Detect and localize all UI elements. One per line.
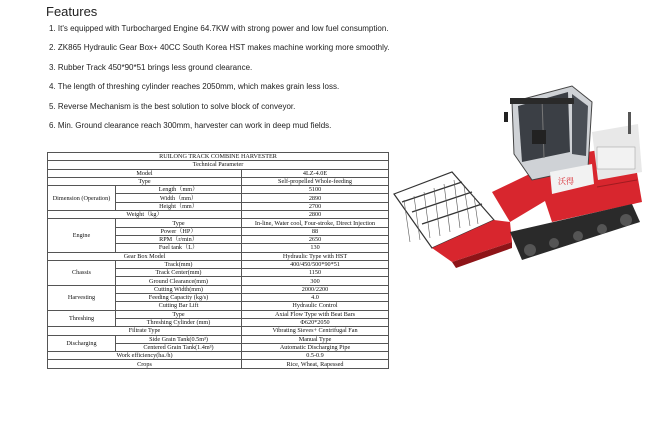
row-value: 2700: [242, 202, 389, 210]
table-row: [48, 252, 389, 260]
row-value: 2890: [242, 194, 389, 202]
row-value: 2000/2200: [242, 285, 389, 293]
row-value: Rice, Wheat, Rapessed: [242, 360, 389, 368]
feature-item: 5. Reverse Mechanism is the best solution to solve block of conveyor.: [49, 101, 296, 111]
table-subtitle: Technical Parameter: [48, 161, 389, 169]
row-label: Crops: [48, 360, 242, 368]
table-row: [48, 352, 389, 360]
spec-table: [47, 152, 389, 369]
row-label: Model: [48, 169, 242, 177]
row-value: Automatic Discharging Pipe: [242, 343, 389, 351]
table-row: [48, 260, 389, 268]
row-label: Length（mm）: [116, 186, 242, 194]
row-label: Feeding Capacity (kg/s): [116, 294, 242, 302]
row-label: Cutting Width(mm): [116, 285, 242, 293]
feature-item: 3. Rubber Track 450*90*51 brings less ground clearance.: [49, 62, 253, 72]
row-label: Fuel tank（L）: [116, 244, 242, 252]
row-label: Track Center(mm): [116, 269, 242, 277]
brand-text: 沃得: [558, 177, 574, 186]
row-label: RPM（r/min）: [116, 235, 242, 243]
row-value: 88: [242, 227, 389, 235]
row-value: 400/450/500*90*51: [242, 260, 389, 268]
features-title: Features: [46, 4, 98, 19]
group-threshing: Threshing: [48, 310, 116, 327]
row-value: Self-propelled Whole-feeding: [242, 177, 389, 185]
row-label: Centered Grain Tank(1.4m³): [116, 343, 242, 351]
row-label: Type: [116, 219, 242, 227]
row-label: Weight（kg）: [48, 211, 242, 219]
row-label: Type: [116, 310, 242, 318]
row-value: 5100: [242, 186, 389, 194]
feature-item: 4. The length of threshing cylinder reaches 2050mm, which makes grain less loss.: [49, 82, 340, 92]
table-row: [48, 285, 389, 293]
row-value: 2650: [242, 235, 389, 243]
row-value: Manual Type: [242, 335, 389, 343]
table-row: [48, 335, 389, 343]
table-row: [48, 169, 389, 177]
row-label: Threshing Cylinder (mm): [116, 318, 242, 326]
group-harvesting: Harvesting: [48, 285, 116, 310]
row-label: Power（HP）: [116, 227, 242, 235]
row-value: 4.0: [242, 294, 389, 302]
feature-item: 6. Min. Ground clearance reach 300mm, harvester can work in deep mud fields.: [49, 120, 332, 130]
row-value: Φ620*2050: [242, 318, 389, 326]
row-label: Track(mm): [116, 260, 242, 268]
row-value: 130: [242, 244, 389, 252]
table-row: [48, 360, 389, 368]
table-row: [48, 211, 389, 219]
table-row: [48, 327, 389, 335]
row-value: 1150: [242, 269, 389, 277]
row-label: Ground Clearance(mm): [116, 277, 242, 285]
feature-list: [49, 24, 389, 140]
row-value: In-line, Water cool, Four-stroke, Direct Injection: [242, 219, 389, 227]
row-label: Height（mm）: [116, 202, 242, 210]
row-value: 2800: [242, 211, 389, 219]
group-chassis: Chassis: [48, 260, 116, 285]
feature-item: 2. ZK865 Hydraulic Gear Box+ 40CC South Korea HST makes machine working more smoothly.: [49, 43, 390, 53]
row-value: Axial Flow Type with Beat Bars: [242, 310, 389, 318]
row-value: Vibrating Sieves+ Centrifugal Fan: [242, 327, 389, 335]
group-dimension: Dimension (Operation): [48, 186, 116, 211]
row-value: 300: [242, 277, 389, 285]
row-label: Work efficiency(ha./h): [48, 352, 242, 360]
row-value: 4LZ-4.0E: [242, 169, 389, 177]
group-discharging: Discharging: [48, 335, 116, 352]
table-row: [48, 310, 389, 318]
row-label: Side Grain Tank(0.5m³): [116, 335, 242, 343]
row-label: Gear Box Model: [48, 252, 242, 260]
row-value: Hydraulic Control: [242, 302, 389, 310]
row-value: 0.5-0.9: [242, 352, 389, 360]
combine-harvester-image: [392, 72, 644, 277]
group-engine: Engine: [48, 219, 116, 252]
row-label: Type: [48, 177, 242, 185]
row-label: Width（mm）: [116, 194, 242, 202]
row-label: Cutting Bar Lift: [116, 302, 242, 310]
feature-item: 1. It's equipped with Turbocharged Engine 64.7KW with strong power and low fuel consumption.: [49, 24, 389, 33]
row-label: Filtrate Type: [48, 327, 242, 335]
table-title: RUILONG TRACK COMBINE HARVESTER: [48, 153, 389, 161]
row-value: Hydraulic Type with HST: [242, 252, 389, 260]
table-row: [48, 177, 389, 185]
table-row: [48, 219, 389, 227]
table-row: [48, 186, 389, 194]
